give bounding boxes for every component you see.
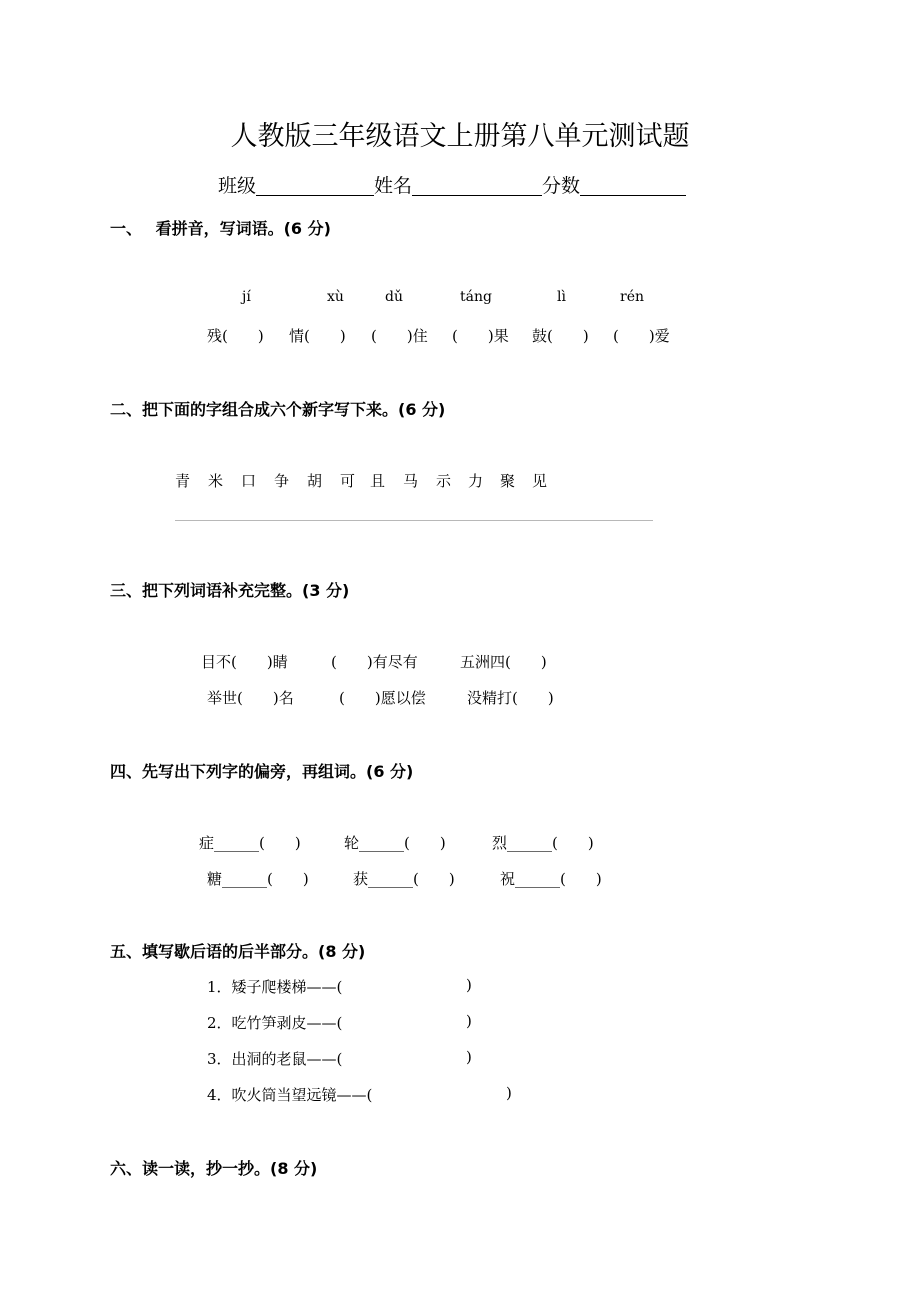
xiehouyu-item-1: 1．矮子爬楼梯——(	[207, 978, 343, 996]
idiom-blank[interactable]: 五洲四( )	[460, 653, 547, 671]
page-title: 人教版三年级语文上册第八单元测试题	[230, 121, 690, 152]
pinyin-5: lì	[557, 289, 566, 305]
xiehouyu-item-4: 4．吹火筒当望远镜——(	[207, 1086, 373, 1104]
xiehouyu-close-1: )	[466, 976, 472, 994]
xiehouyu-item-3: 3．出洞的老鼠——(	[207, 1050, 343, 1068]
class-blank[interactable]	[256, 175, 374, 196]
radical-blank[interactable]: 烈______( )	[492, 834, 594, 852]
word-blank-4[interactable]: ( )果	[452, 327, 509, 345]
score-label: 分数	[542, 175, 581, 197]
pinyin-1: jí	[242, 289, 251, 305]
idiom-blank[interactable]: 目不( )睛	[201, 653, 288, 671]
xiehouyu-item-2: 2．吃竹笋剥皮——(	[207, 1014, 343, 1032]
pinyin-2: xù	[327, 289, 344, 305]
name-blank[interactable]	[412, 175, 542, 196]
char-item: 争	[274, 472, 290, 490]
char-item: 聚	[500, 472, 516, 490]
score-blank[interactable]	[580, 175, 686, 196]
char-item: 力	[468, 472, 484, 490]
pinyin-4: táng	[460, 289, 492, 305]
char-item: 米	[208, 472, 224, 490]
char-item: 口	[241, 472, 257, 490]
section-3-heading: 三、把下列词语补充完整。(3 分)	[110, 581, 350, 600]
radical-blank[interactable]: 糖______( )	[207, 870, 309, 888]
char-item: 胡	[307, 472, 323, 490]
radical-blank[interactable]: 轮______( )	[344, 834, 446, 852]
word-blank-5[interactable]: 鼓( )	[532, 327, 589, 345]
char-item: 可	[340, 472, 356, 490]
pinyin-6: rén	[620, 289, 644, 305]
idiom-blank[interactable]: ( )愿以偿	[339, 689, 426, 707]
student-info-row	[218, 171, 686, 198]
char-item: 且	[370, 472, 386, 490]
xiehouyu-close-3: )	[466, 1048, 472, 1066]
char-item: 示	[436, 472, 452, 490]
section-4-heading: 四、先写出下列字的偏旁，再组词。(6 分)	[110, 762, 414, 781]
idiom-blank[interactable]: ( )有尽有	[331, 653, 418, 671]
word-blank-2[interactable]: 情( )	[289, 327, 346, 345]
radical-blank[interactable]: 祝______( )	[500, 870, 602, 888]
class-label: 班级	[218, 175, 257, 197]
section-6-heading: 六、读一读，抄一抄。(8 分)	[110, 1159, 318, 1178]
word-blank-6[interactable]: ( )爱	[613, 327, 670, 345]
section-1-heading: 一、 看拼音，写词语。(6 分)	[110, 219, 331, 238]
idiom-blank[interactable]: 没精打( )	[467, 689, 554, 707]
xiehouyu-close-2: )	[466, 1012, 472, 1030]
radical-blank[interactable]: 症______( )	[199, 834, 301, 852]
answer-line[interactable]	[175, 520, 653, 521]
word-blank-3[interactable]: ( )住	[371, 327, 428, 345]
xiehouyu-close-4: )	[506, 1084, 512, 1102]
idiom-blank[interactable]: 举世( )名	[207, 689, 294, 707]
name-label: 姓名	[374, 175, 413, 197]
pinyin-3: dǔ	[385, 289, 403, 305]
char-item: 青	[175, 472, 191, 490]
char-item: 马	[403, 472, 419, 490]
char-item: 见	[532, 472, 548, 490]
section-2-heading: 二、把下面的字组合成六个新字写下来。(6 分)	[110, 400, 446, 419]
radical-blank[interactable]: 获______( )	[353, 870, 455, 888]
section-5-heading: 五、填写歇后语的后半部分。(8 分)	[110, 942, 366, 961]
word-blank-1[interactable]: 残( )	[207, 327, 264, 345]
